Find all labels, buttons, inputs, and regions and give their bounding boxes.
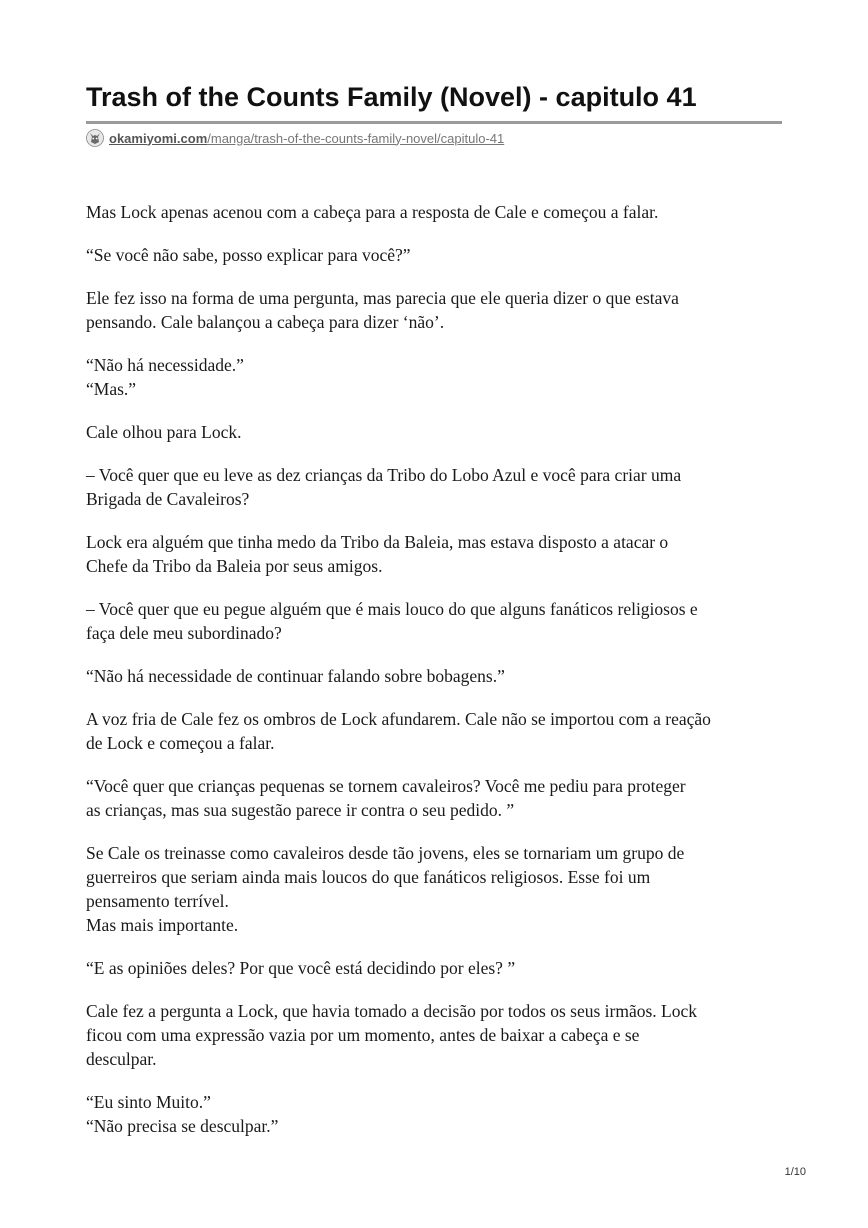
paragraph-line: Se Cale os treinasse como cavaleiros desde tão jovens, eles se tornariam um grupo de [86, 843, 685, 863]
paragraph [86, 597, 786, 645]
paragraph [86, 463, 786, 511]
source-link[interactable] [86, 128, 504, 148]
paragraph [86, 664, 786, 688]
paragraph-line: – Você quer que eu pegue alguém que é mais louco do que alguns fanáticos religiosos e [86, 599, 698, 619]
paragraph-line: “Não há necessidade de continuar falando sobre bobagens.” [86, 666, 505, 686]
paragraph-line: Cale fez a pergunta a Lock, que havia tomado a decisão por todos os seus irmãos. Lock [86, 1001, 698, 1021]
paragraph-line: Cale olhou para Lock. [86, 422, 242, 442]
article-body [86, 200, 786, 1157]
paragraph [86, 999, 786, 1071]
paragraph [86, 286, 786, 334]
paragraph-line: Mas Lock apenas acenou com a cabeça para a resposta de Cale e começou a falar. [86, 202, 659, 222]
paragraph [86, 243, 786, 267]
paragraph-line: as crianças, mas sua sugestão parece ir contra o seu pedido. ” [86, 800, 515, 820]
source-path[interactable]: /manga/trash-of-the-counts-family-novel/capitulo-41 [207, 130, 505, 146]
paragraph [86, 353, 786, 401]
source-domain[interactable]: okamiyomi.com [109, 130, 208, 146]
paragraph-line: pensamento terrível. [86, 891, 229, 911]
paragraph-line: “Você quer que crianças pequenas se tornem cavaleiros? Você me pediu para proteger [86, 776, 686, 796]
paragraph [86, 1090, 786, 1138]
page-title: Trash of the Counts Family (Novel) - capitulo 41 [86, 82, 697, 112]
paragraph-line: Ele fez isso na forma de uma pergunta, mas parecia que ele queria dizer o que estava [86, 288, 679, 308]
paragraph-line: Brigada de Cavaleiros? [86, 489, 250, 509]
paragraph-line: faça dele meu subordinado? [86, 623, 282, 643]
paragraph-line: A voz fria de Cale fez os ombros de Lock afundarem. Cale não se importou com a reação [86, 709, 711, 729]
paragraph [86, 841, 786, 937]
paragraph-line: guerreiros que seriam ainda mais loucos do que fanáticos religiosos. Esse foi um [86, 867, 651, 887]
paragraph-line: ficou com uma expressão vazia por um momento, antes de baixar a cabeça e se [86, 1025, 640, 1045]
paragraph [86, 707, 786, 755]
paragraph-line: “Não há necessidade.” [86, 355, 244, 375]
paragraph-line: de Lock e começou a falar. [86, 733, 275, 753]
paragraph-line: – Você quer que eu leve as dez crianças da Tribo do Lobo Azul e você para criar uma [86, 465, 682, 485]
paragraph-line: “E as opiniões deles? Por que você está decidindo por eles? ” [86, 958, 516, 978]
paragraph-line: desculpar. [86, 1049, 157, 1069]
title-divider [86, 121, 782, 124]
paragraph-line: Chefe da Tribo da Baleia por seus amigos. [86, 556, 383, 576]
paragraph [86, 956, 786, 980]
paragraph [86, 530, 786, 578]
paragraph [86, 774, 786, 822]
paragraph-line: Mas mais importante. [86, 915, 239, 935]
paragraph [86, 200, 786, 224]
paragraph-line: pensando. Cale balançou a cabeça para dizer ‘não’. [86, 312, 445, 332]
paragraph-line: “Mas.” [86, 379, 137, 399]
paragraph-line: “Se você não sabe, posso explicar para você?” [86, 245, 411, 265]
page-number: 1/10 [784, 1166, 806, 1178]
paragraph [86, 420, 786, 444]
paragraph-line: “Não precisa se desculpar.” [86, 1116, 279, 1136]
paragraph-line: “Eu sinto Muito.” [86, 1092, 211, 1112]
paragraph-line: Lock era alguém que tinha medo da Tribo da Baleia, mas estava disposto a atacar o [86, 532, 669, 552]
wolf-logo-icon [86, 129, 104, 147]
